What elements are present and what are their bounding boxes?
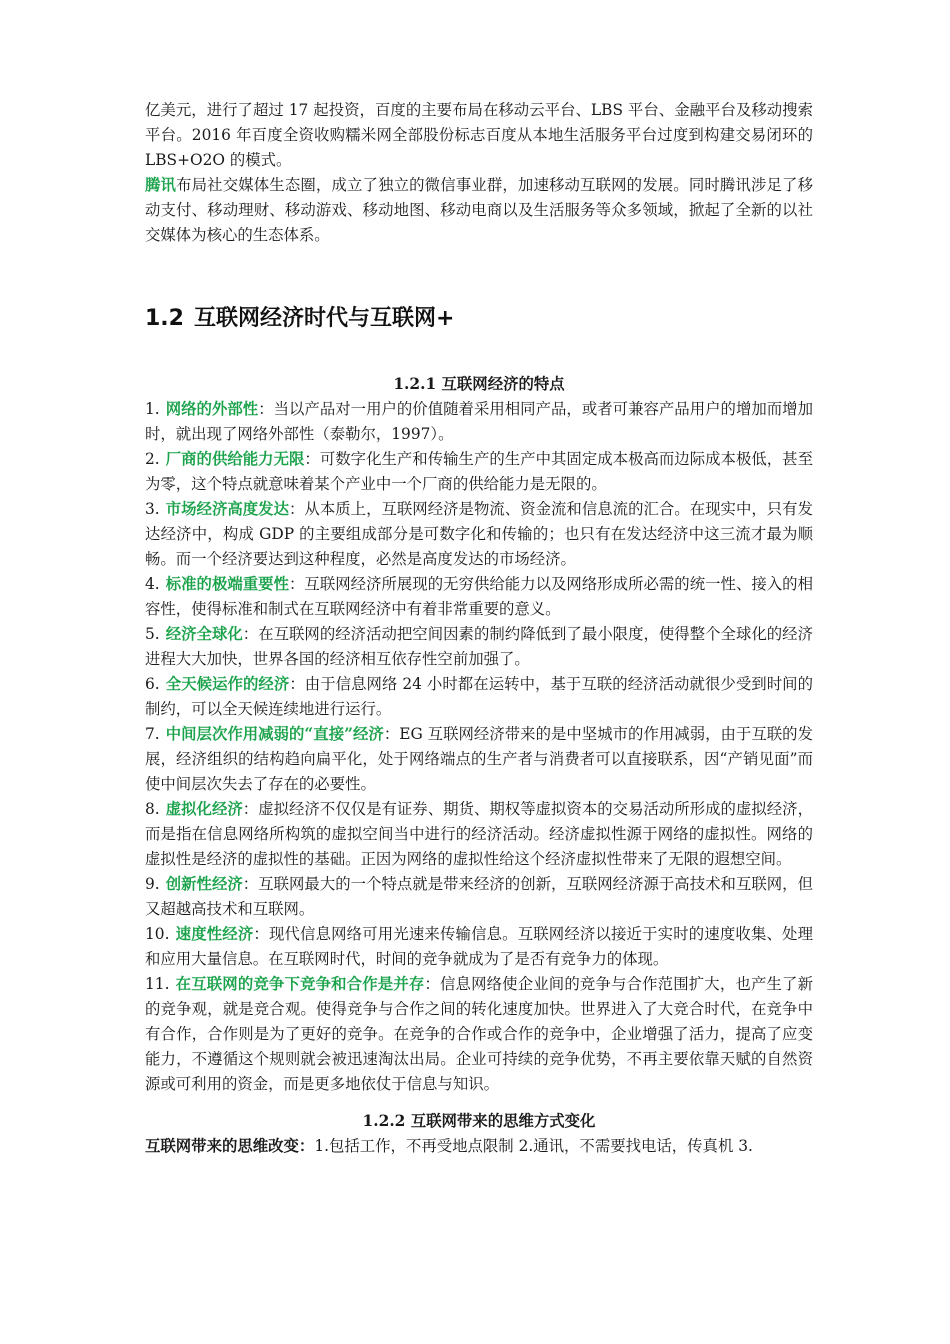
- list-item: [145, 722, 813, 797]
- list-item-text: ：EG 互联网经济带来的是中坚城市的作用减弱，由于互联的发展，经济组织的结构趋向扁平化，处于网络端点的生产者与消费者可以直接联系，因“产销见面”而使中间层次失去了存在的必要性。: [145, 725, 813, 793]
- list-item: [145, 447, 813, 497]
- list-item-text: ：在互联网的经济活动把空间因素的制约降低到了最小限度，使得整个全球化的经济进程大大加快，世界各国的经济相互依存性空前加强了。: [145, 625, 813, 668]
- tencent-text: 布局社交媒体生态圈，成立了独立的微信事业群，加速移动互联网的发展。同时腾讯涉足了移动支付、移动理财、移动游戏、移动地图、移动电商以及生活服务等众多领域，掀起了全新的以社交媒体为核心的生态体系。: [145, 176, 813, 244]
- list-item-keyword: 创新性经济: [165, 875, 243, 893]
- list-item-number: 7.: [145, 725, 160, 743]
- list-item-keyword: 经济全球化: [165, 625, 243, 643]
- thinking-change-paragraph: [145, 1134, 813, 1159]
- list-item: [145, 797, 813, 872]
- document-body: [145, 98, 813, 1159]
- subsection-heading-2: 1.2.2 互联网带来的思维方式变化: [362, 1112, 596, 1130]
- list-item-keyword: 标准的极端重要性: [165, 575, 290, 593]
- list-item-keyword: 市场经济高度发达: [165, 500, 290, 518]
- section-title: 互联网经济时代与互联网+: [193, 306, 455, 331]
- list-item-keyword: 速度性经济: [175, 925, 254, 943]
- list-item-text: ：互联网最大的一个特点就是带来经济的创新，互联网经济源于高技术和互联网，但又超越高技术和互联网。: [145, 875, 813, 918]
- list-item-text: ：由于信息网络 24 小时都在运转中，基于互联的经济活动就很少受到时间的制约，可以全天候连续地进行运行。: [145, 675, 813, 718]
- list-item-number: 11.: [145, 975, 170, 993]
- thinking-change-label: 互联网带来的思维改变：: [145, 1137, 315, 1155]
- list-item: [145, 397, 813, 447]
- list-item-number: 1.: [145, 400, 160, 418]
- list-item-number: 6.: [145, 675, 160, 693]
- list-item: [145, 497, 813, 572]
- list-item-number: 3.: [145, 500, 160, 518]
- list-item-number: 2.: [145, 450, 160, 468]
- list-item: [145, 672, 813, 722]
- intro-paragraph-baidu: 亿美元，进行了超过 17 起投资，百度的主要布局在移动云平台、LBS 平台、金融平台及移动搜索平台。2016 年百度全资收购糯米网全部股份标志百度从本地生活服务平台过度到构建交易闭环的 LBS+O2O 的模式。: [145, 101, 813, 169]
- list-item-keyword: 厂商的供给能力无限: [165, 450, 305, 468]
- list-item-keyword: 全天候运作的经济: [165, 675, 290, 693]
- list-item: [145, 972, 813, 1097]
- list-item-text: ：从本质上，互联网经济是物流、资金流和信息流的汇合。在现实中，只有发达经济中，构成 GDP 的主要组成部分是可数字化和传输的；也只有在发达经济中这三流才最为顺畅。而一个经济要达到这种程度，必然是高度发达的市场经济。: [145, 500, 813, 568]
- section-number: 1.2: [145, 306, 184, 331]
- list-item: [145, 572, 813, 622]
- intro-paragraph-tencent: [145, 173, 813, 248]
- list-item-number: 8.: [145, 800, 160, 818]
- list-item-keyword: 中间层次作用减弱的“直接”经济: [165, 725, 384, 743]
- list-item-text: ：虚拟经济不仅仅是有证券、期货、期权等虚拟资本的交易活动所形成的虚拟经济，而是指在信息网络所构筑的虚拟空间当中进行的经济活动。经济虚拟性源于网络的虚拟性。网络的虚拟性是经济的虚拟性的基础。正因为网络的虚拟性给这个经济虚拟性带来了无限的遐想空间。: [145, 800, 813, 868]
- list-item: [145, 622, 813, 672]
- list-item-number: 4.: [145, 575, 160, 593]
- list-item-text: ：可数字化生产和传输生产的生产中其固定成本极高而边际成本极低，甚至为零，这个特点就意味着某个产业中一个厂商的供给能力是无限的。: [145, 450, 813, 493]
- list-item-number: 9.: [145, 875, 160, 893]
- list-item-text: ：互联网经济所展现的无穷供给能力以及网络形成所必需的统一性、接入的相容性，使得标准和制式在互联网经济中有着非常重要的意义。: [145, 575, 813, 618]
- list-item-keyword: 网络的外部性: [165, 400, 259, 418]
- features-list: [145, 397, 813, 1097]
- list-item-text: ：信息网络使企业间的竞争与合作范围扩大，也产生了新的竞争观，就是竞合观。使得竞争与合作之间的转化速度加快。世界进入了大竞合时代，在竞争中有合作，合作则是为了更好的竞争。在竞争的合作或合作的竞争中，企业增强了活力，提高了应变能力，不遵循这个规则就会被迅速淘汰出局。企业可持续的竞争优势，不再主要依靠天赋的自然资源或可利用的资金，而是更多地依仗于信息与知识。: [145, 975, 813, 1093]
- list-item-text: ：现代信息网络可用光速来传输信息。互联网经济以接近于实时的速度收集、处理和应用大量信息。在互联网时代，时间的竞争就成为了是否有竞争力的体现。: [145, 925, 813, 968]
- list-item: [145, 872, 813, 922]
- section-heading: [145, 304, 813, 334]
- list-item-keyword: 虚拟化经济: [165, 800, 243, 818]
- tencent-keyword: 腾讯: [145, 176, 177, 194]
- list-item-number: 5.: [145, 625, 160, 643]
- thinking-change-text: 1.包括工作，不再受地点限制 2.通讯，不需要找电话，传真机 3.: [314, 1137, 753, 1155]
- list-item-keyword: 在互联网的竞争下竞争和合作是并存: [175, 975, 425, 993]
- list-item: [145, 922, 813, 972]
- list-item-text: ：当以产品对一用户的价值随着采用相同产品，或者可兼容产品用户的增加而增加时，就出现了网络外部性（泰勒尔，1997）。: [145, 400, 813, 443]
- subsection-heading-1: 1.2.1 互联网经济的特点: [393, 375, 565, 393]
- list-item-number: 10.: [145, 925, 170, 943]
